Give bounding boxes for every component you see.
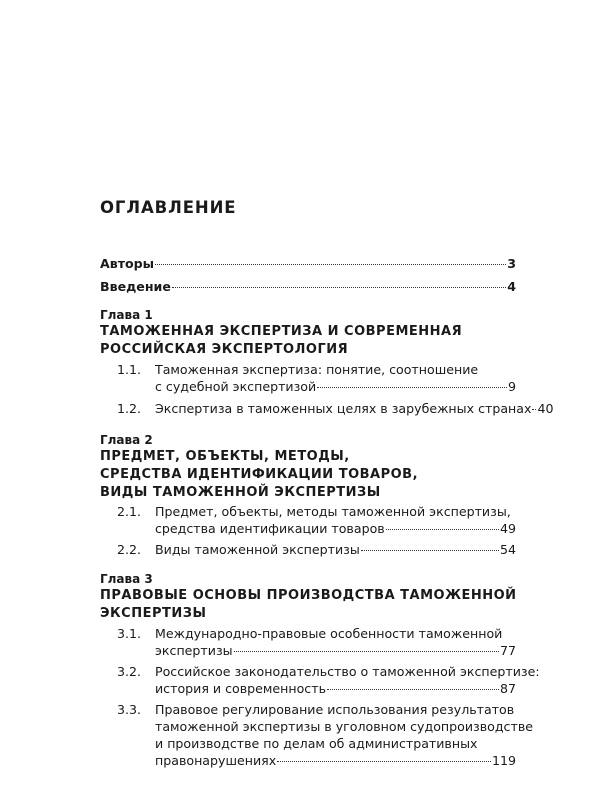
page-number: 54 [499,542,516,557]
section-title-line: Экспертиза в таможенных целях в зарубежных странах [155,401,532,416]
toc-entry-2-1[interactable] [155,521,516,537]
section-number: 1.1. [117,362,142,377]
section-title-line[interactable]: Правовое регулирование использования результатов [155,702,515,717]
section-title-line: экспертизы [155,643,233,658]
section-title-line[interactable]: Российское законодательство о таможенной экспертизе: [155,664,540,679]
page-number: 77 [499,643,516,658]
dot-leader [172,287,506,288]
page-number: 4 [507,279,516,294]
section-number: 3.2. [117,664,142,679]
toc-entry-1-1[interactable] [155,379,516,395]
entry-label: Авторы [100,256,155,271]
chapter-title-line: ЭКСПЕРТИЗЫ [100,606,207,621]
dot-leader [317,387,507,388]
section-title-line[interactable]: таможенной экспертизы в уголовном судопроизводстве [155,719,533,734]
dot-leader [234,651,499,652]
section-number: 3.1. [117,626,142,641]
page-number: 87 [499,681,516,696]
toc-title: ОГЛАВЛЕНИЕ [100,198,237,217]
section-title-line[interactable]: и производстве по делам об административных [155,736,478,751]
chapter-title-line: ПРЕДМЕТ, ОБЪЕКТЫ, МЕТОДЫ, [100,449,350,464]
section-title-line: с судебной экспертизой [155,379,317,394]
chapter-label: Глава 2 [100,433,153,447]
page-number: 40 [537,401,554,416]
chapter-title-line: РОССИЙСКАЯ ЭКСПЕРТОЛОГИЯ [100,342,349,357]
page-number: 9 [507,379,516,394]
chapter-title-line: ПРАВОВЫЕ ОСНОВЫ ПРОИЗВОДСТВА ТАМОЖЕННОЙ [100,588,517,603]
toc-entry-3-1[interactable] [155,643,516,659]
toc-entry-3-3[interactable] [155,753,516,769]
section-title-line: Виды таможенной экспертизы [155,542,360,557]
section-title-line[interactable]: Международно-правовые особенности таможенной [155,626,503,641]
page-number: 3 [507,256,516,271]
toc-entry-2-2[interactable] [155,542,516,558]
page-number: 119 [491,753,516,768]
toc-entry-1-2[interactable] [155,401,554,417]
section-title-line: правонарушениях [155,753,277,768]
toc-entry-authors[interactable] [100,256,516,272]
dot-leader [155,264,506,265]
chapter-title-line: СРЕДСТВА ИДЕНТИФИКАЦИИ ТОВАРОВ, [100,467,419,482]
section-title-line[interactable]: Предмет, объекты, методы таможенной экспертизы, [155,504,511,519]
section-title-line: средства идентификации товаров [155,521,385,536]
toc-entry-introduction[interactable] [100,279,516,295]
section-number: 3.3. [117,702,142,717]
section-title-line: история и современность [155,681,326,696]
section-number: 2.2. [117,542,142,557]
chapter-label: Глава 1 [100,308,153,322]
page-number: 49 [499,521,516,536]
chapter-title-line: ВИДЫ ТАМОЖЕННОЙ ЭКСПЕРТИЗЫ [100,485,381,500]
entry-label: Введение [100,279,171,294]
dot-leader [327,689,499,690]
dot-leader [532,409,536,410]
section-number: 2.1. [117,504,142,519]
chapter-label: Глава 3 [100,572,153,586]
section-number: 1.2. [117,401,142,416]
dot-leader [386,529,499,530]
toc-entry-3-2[interactable] [155,681,516,697]
chapter-title-line: ТАМОЖЕННАЯ ЭКСПЕРТИЗА И СОВРЕМЕННАЯ [100,324,463,339]
section-title-line[interactable]: Таможенная экспертиза: понятие, соотношение [155,362,479,377]
dot-leader [277,761,491,762]
dot-leader [361,550,499,551]
